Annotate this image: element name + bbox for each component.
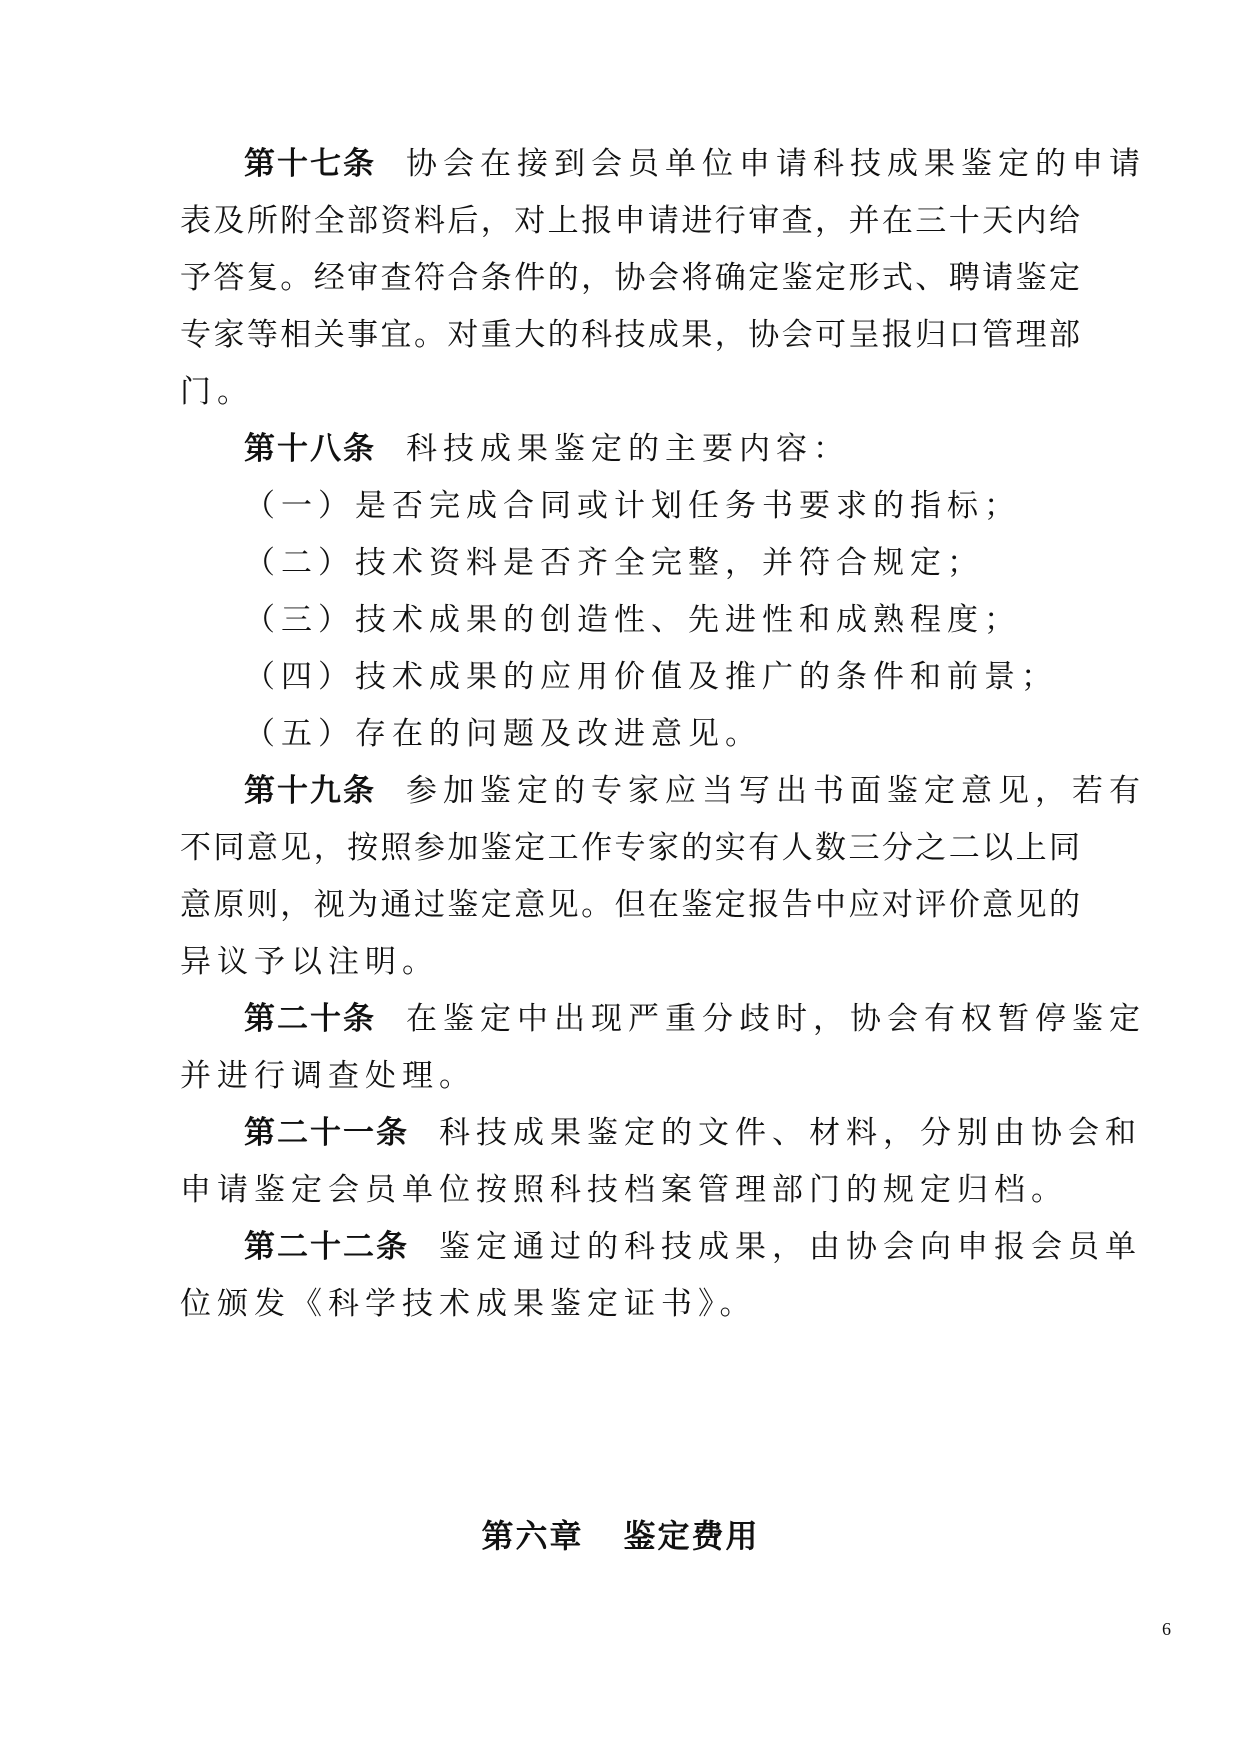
article-19-line-2: 不同意见，按照参加鉴定工作专家的实有人数三分之二以上同	[180, 830, 1080, 866]
article-17-line-1	[244, 144, 1144, 184]
article-22-line-2: 位颁发《科学技术成果鉴定证书》。	[180, 1286, 757, 1322]
article-18-line-1	[244, 429, 1144, 469]
article-18-item-5: （五）存在的问题及改进意见。	[244, 716, 762, 752]
chapter-title: 鉴定费用	[623, 1517, 760, 1555]
article-19-line-3: 意原则，视为通过鉴定意见。但在鉴定报告中应对评价意见的	[180, 887, 1080, 923]
article-18-item-4: （四）技术成果的应用价值及推广的条件和前景；	[244, 659, 1058, 695]
article-19-text: 参加鉴定的专家应当写出书面鉴定意见，若有	[406, 773, 1146, 809]
article-20-line-1	[244, 999, 1144, 1039]
article-17-title: 第十七条	[244, 146, 376, 182]
article-17-line-3: 予答复。经审查符合条件的，协会将确定鉴定形式、聘请鉴定	[180, 260, 1080, 296]
article-20-text: 在鉴定中出现严重分歧时，协会有权暂停鉴定	[406, 1001, 1146, 1037]
article-21-title: 第二十一条	[244, 1115, 409, 1151]
article-19-line-1	[244, 771, 1144, 811]
article-18-item-2: （二）技术资料是否齐全完整，并符合规定；	[244, 545, 984, 581]
article-21-line-2: 申请鉴定会员单位按照科技档案管理部门的规定归档。	[180, 1172, 1068, 1208]
article-20-title: 第二十条	[244, 1001, 376, 1037]
article-19-line-4: 异议予以注明。	[180, 944, 439, 980]
article-18-item-3: （三）技术成果的创造性、先进性和成熟程度；	[244, 602, 1021, 638]
article-17-line-5: 门。	[180, 374, 254, 410]
article-17-line-4: 专家等相关事宜。对重大的科技成果，协会可呈报归口管理部	[180, 317, 1080, 353]
article-22-line-1	[244, 1227, 1144, 1267]
article-19-title: 第十九条	[244, 773, 376, 809]
page-number: 6	[1162, 1619, 1171, 1639]
article-18-text: 科技成果鉴定的主要内容：	[406, 431, 850, 467]
article-20-line-2: 并进行调查处理。	[180, 1058, 476, 1094]
article-18-title: 第十八条	[244, 431, 376, 467]
article-17-line-2: 表及所附全部资料后，对上报申请进行审查，并在三十天内给	[180, 203, 1080, 239]
article-22-text: 鉴定通过的科技成果，由协会向申报会员单	[439, 1229, 1142, 1265]
article-22-title: 第二十二条	[244, 1229, 409, 1265]
chapter-heading	[0, 1516, 1241, 1556]
article-21-text: 科技成果鉴定的文件、材料，分别由协会和	[439, 1115, 1142, 1151]
article-21-line-1	[244, 1113, 1144, 1153]
article-18-item-1: （一）是否完成合同或计划任务书要求的指标；	[244, 488, 1021, 524]
article-17-text: 协会在接到会员单位申请科技成果鉴定的申请	[406, 146, 1146, 182]
chapter-number: 第六章	[481, 1517, 584, 1555]
